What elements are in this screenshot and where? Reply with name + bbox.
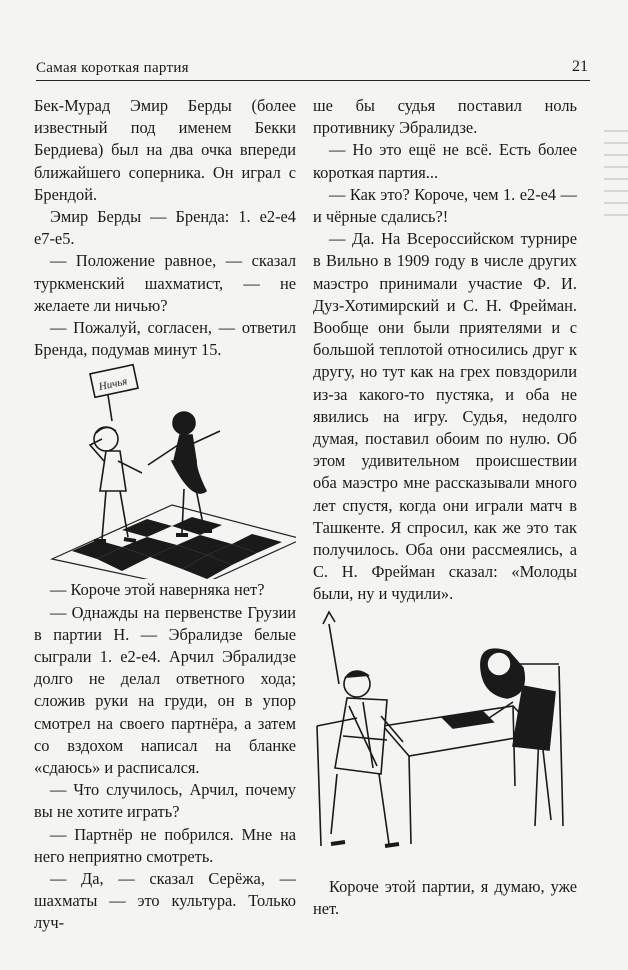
paragraph: ше бы судья поставил ноль противнику Эбралидзе.: [313, 96, 577, 138]
paragraph: — Пожалуй, согласен, — ответил Бренда, подумав минут 15.: [34, 318, 296, 360]
page-number: 21: [572, 58, 588, 75]
sign-text: Ничья: [97, 375, 129, 394]
paragraph: — Да, — сказал Серёжа, — шахматы — это культура. Только луч-: [34, 869, 296, 933]
running-header: [36, 58, 590, 81]
right-column: [313, 95, 577, 920]
paragraph: — Партнёр не побрился. Мне на него неприятно смотреть.: [34, 824, 296, 866]
paragraph: Короче этой партии, я думаю, уже нет.: [313, 876, 577, 918]
paragraph: — Положение равное, — сказал туркменский шахматист, — не желаете ли ничью?: [34, 251, 296, 315]
paragraph: — Однажды на первенстве Грузии в партии Н. — Эбралидзе белые сыграли 1. e2-e4. Арчил Эбралидзе долго не делал ответного хода; сложив руки на груди, он в упор смотрел на своего партнёра, а затем со вздохом написал на бланке «сдаюсь» и расписался.: [34, 602, 296, 778]
chess-players-illustration: [313, 606, 577, 876]
paragraph: — Короче этой наверняка нет?: [50, 580, 265, 600]
paragraph: — Как это? Короче, чем 1. e2-e4 — и чёрные сдались?!: [313, 184, 577, 227]
draw-handshake-illustration: [34, 361, 296, 579]
paragraph: — Но это ещё не всё. Есть более короткая партия...: [313, 140, 577, 182]
left-column: [34, 95, 296, 935]
chessboard-floor: [52, 505, 296, 579]
bleed-through-edge: [604, 120, 628, 920]
paragraph: — Да. На Всероссийском турнире в Вильно в 1909 году в числе других маэстро принимали участие Ф. И. Дуз-Хотимирский и С. Н. Фрейман. Вообще они были приятелями и с большой теплотой относились друг к другу, но тут как на грех повздорили из-за какого-то пустяка, и оба не явились на игру. Судья, недолго думая, поставил обоим по нулю. Об этом удивительном происшествии оба маэстро мне рассказывали много лет спустя, когда они играли матч в Ташкенте. Я спросил, как же это так получилось. Оба они рассмеялись, а С. Н. Фрейман сказал: «Молоды были, ну и чудили».: [313, 229, 577, 604]
paragraph: — Что случилось, Арчил, почему вы не хотите играть?: [34, 780, 296, 822]
paragraph: Бек-Мурад Эмир Берды (более известный под именем Бекки Бердиева) был на два очка впереди ближайшего соперника. Он играл с Брендой.: [34, 96, 296, 204]
paragraph-game-notation: Эмир Берды — Бренда: 1. e2-e4 e7-e5.: [34, 207, 296, 249]
chapter-title: Самая короткая партия: [36, 60, 189, 76]
figure-girl-with-sign: [90, 365, 142, 541]
